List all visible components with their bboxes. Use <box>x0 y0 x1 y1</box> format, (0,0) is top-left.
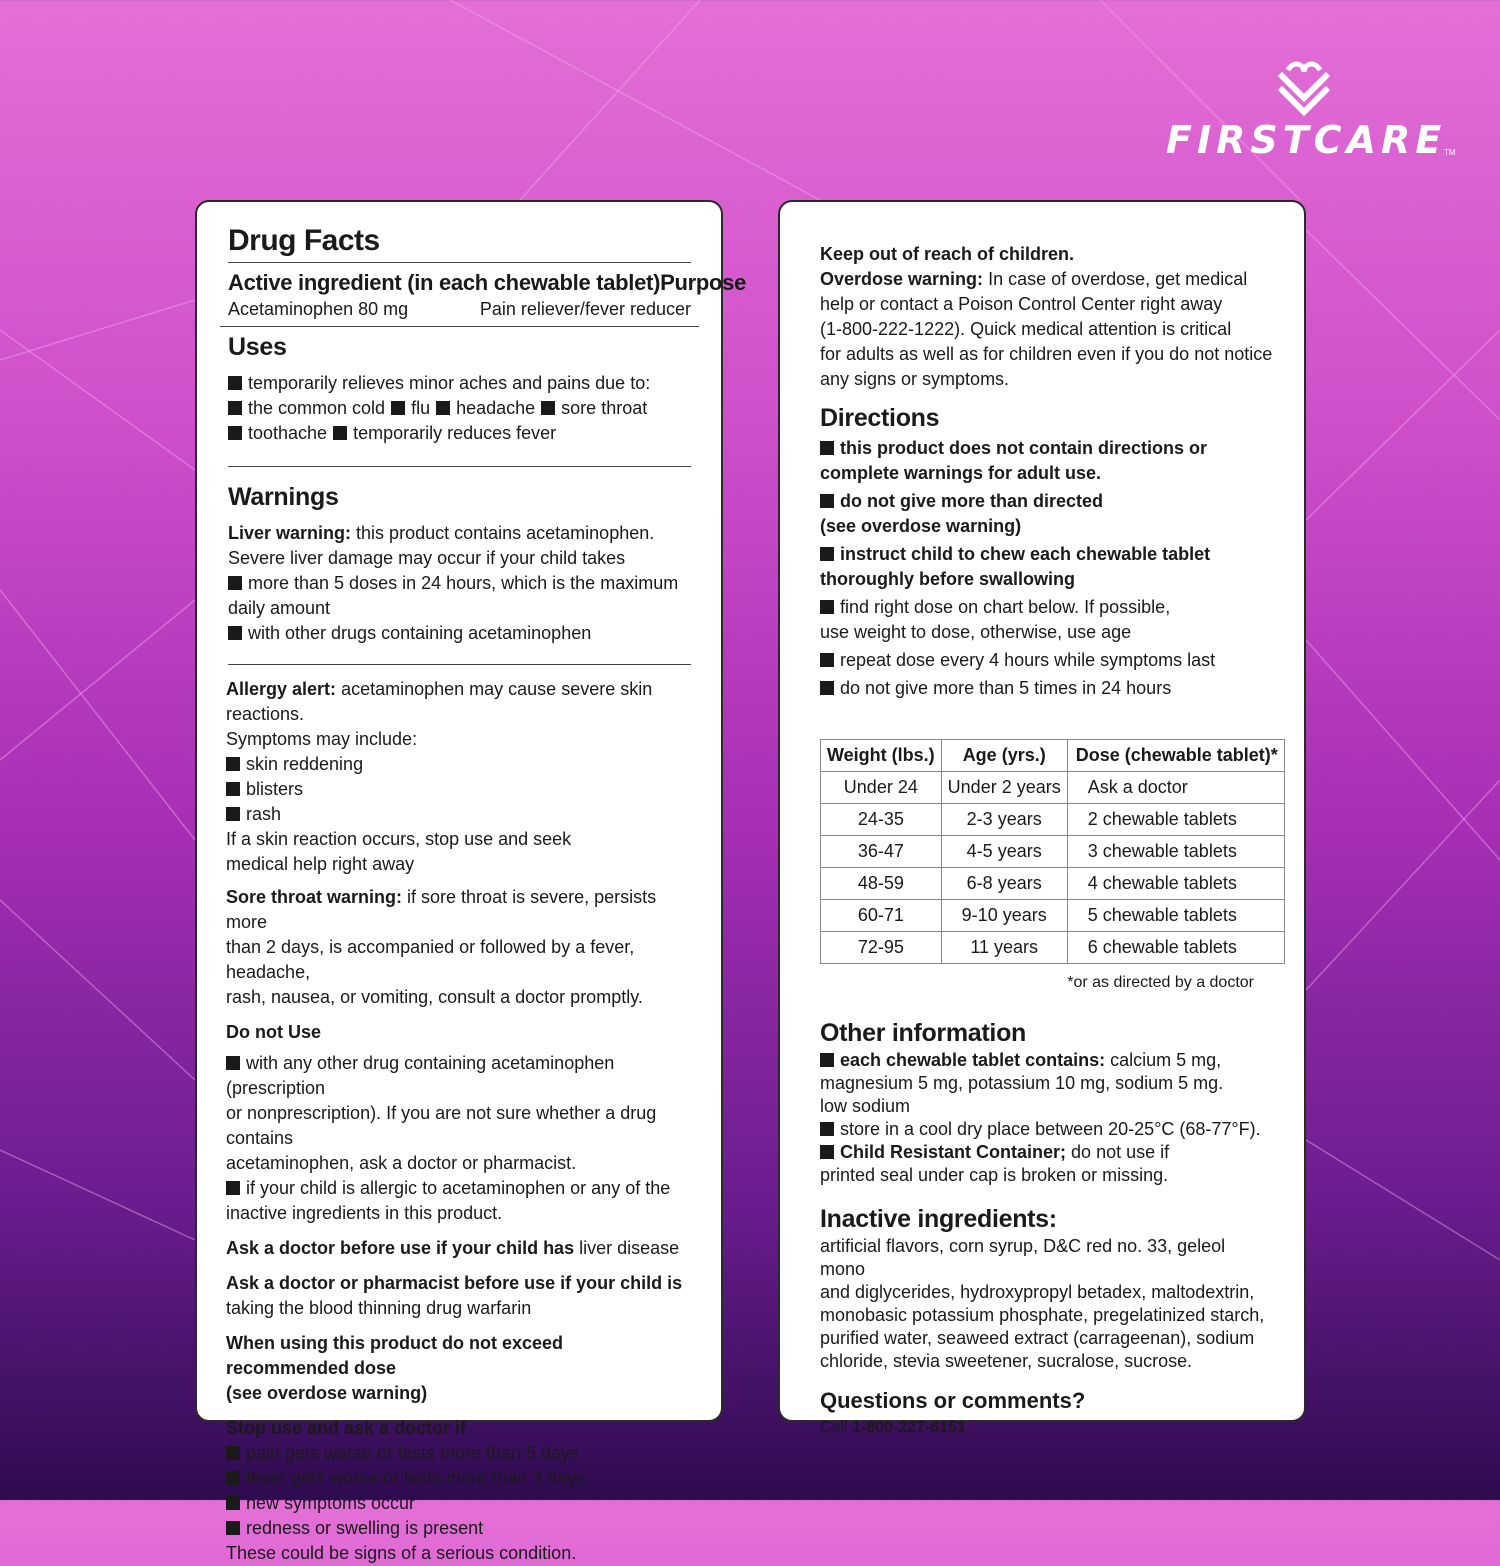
table-header-row <box>821 740 1285 772</box>
table-header: Dose (chewable tablet)* <box>1067 740 1284 772</box>
do-not-use-list: with any other drug containing acetaminophen (prescription or nonprescription). If you are not sure whether a drug contains acetaminophen, ask a doctor or pharmacist. if your child is allergic to acetaminophen or any of the inactive ingredients in this product. <box>226 1051 691 1226</box>
table-row: Under 24 Under 2 years Ask a doctor <box>821 772 1285 804</box>
ask-pharmacist: Ask a doctor or pharmacist before use if your child is taking the blood thinning drug warfarin <box>226 1273 683 1318</box>
stop-use: Stop use and ask a doctor if pain gets worse or lasts more than 5 days fever gets worse or lasts more than 3 days new symptoms occur redness or swelling is present These could be signs of a serious condition. <box>226 1416 691 1566</box>
inactive-ingredients-heading: Inactive ingredients: <box>820 1205 1057 1233</box>
table-header: Age (yrs.) <box>941 740 1067 772</box>
uses-item: the common cold flu headache sore throat <box>228 396 691 421</box>
table-row: 48-59 6-8 years 4 chewable tablets <box>821 868 1285 900</box>
active-ingredient-heading: Active ingredient (in each chewable tablet) <box>228 270 661 295</box>
other-information-list: each chewable tablet contains: calcium 5 mg, magnesium 5 mg, potassium 10 mg, sodium 5 mg. low sodium store in a cool dry place between 20-25°C (68-77°F). Child Resistant Container; do not use if printed seal under cap is broken or missing. <box>820 1049 1274 1187</box>
directions-list: this product does not contain directions or complete warnings for adult use. do not give more than directed (see overdose warning) instruct child to chew each chewable tablet thoroughly before swallowing find right dose on chart below. If possible, use weight to dose, otherwise, use age repeat dose every 4 hours while symptoms last do not give more than 5 times in 24 hours <box>820 436 1274 701</box>
uses-item: temporarily relieves minor aches and pains due to: <box>228 371 691 396</box>
table-row: 72-95 11 years 6 chewable tablets <box>821 932 1285 964</box>
overdose-warning: Overdose warning: In case of overdose, get medical help or contact a Poison Control Center right away (1-800-222-1222). Quick medical attention is critical for adults as well as for children even if you do not notice any signs or symptoms. <box>820 269 1273 389</box>
directions-heading: Directions <box>820 404 940 432</box>
divider <box>220 326 699 327</box>
ask-doctor: Ask a doctor before use if your child has liver disease <box>226 1238 680 1258</box>
table-row: 60-71 9-10 years 5 chewable tablets <box>821 900 1285 932</box>
questions-contact: Call 1-800-227-6151 <box>820 1419 966 1436</box>
table-header: Weight (lbs.) <box>821 740 942 772</box>
other-information-heading: Other information <box>820 1019 1027 1047</box>
table-footnote: *or as directed by a doctor <box>1067 974 1254 991</box>
questions-heading: Questions or comments? <box>820 1388 1086 1413</box>
liver-warning: Liver warning: this product contains acetaminophen. Severe liver damage may occur if your child takes more than 5 doses in 24 hours, which is the maximum daily amount with other drugs containing acetaminophen <box>228 521 691 646</box>
when-using: When using this product do not exceed recommended dose (see overdose warning) <box>226 1333 564 1403</box>
dosage-table <box>820 739 1285 964</box>
heart-chevron-icon <box>1274 62 1334 114</box>
table-row: 36-47 4-5 years 3 chewable tablets <box>821 836 1285 868</box>
phone-number[interactable]: 1-800-227-6151 <box>852 1419 966 1436</box>
inactive-ingredients-text: artificial flavors, corn syrup, D&C red no. 33, geleol mono and diglycerides, hydroxypropyl betadex, maltodextrin, monobasic potassium phosphate, pregelatinized starch, purified water, seaweed extract (carrageenan), sodium chloride, stevia sweetener, sucralose, sucrose. <box>820 1236 1265 1371</box>
allergy-alert: Allergy alert: acetaminophen may cause severe skin reactions. Symptoms may include: skin reddening blisters rash If a skin reaction occurs, stop use and seek medical help right away <box>226 677 691 877</box>
brand-trademark: TM <box>1444 148 1456 157</box>
purpose-heading: Purpose <box>660 270 747 295</box>
drug-facts-panel-right <box>778 200 1306 1436</box>
brand-logo <box>1150 62 1470 172</box>
divider <box>228 466 691 467</box>
uses-heading: Uses <box>228 333 287 361</box>
drug-facts-panel-left <box>195 200 747 1563</box>
keep-out-warning: Keep out of reach of children. <box>820 244 1075 264</box>
active-ingredient-row <box>228 297 691 322</box>
divider <box>228 262 691 263</box>
brand-name: FIRSTCARE <box>1166 118 1447 162</box>
drug-facts-title: Drug Facts <box>228 224 380 257</box>
uses-item: toothache temporarily reduces fever <box>228 421 691 446</box>
warnings-heading: Warnings <box>228 483 339 511</box>
table-row: 24-35 2-3 years 2 chewable tablets <box>821 804 1285 836</box>
uses-list <box>228 371 691 446</box>
ingredient-purpose: Pain reliever/fever reducer <box>479 299 691 319</box>
ingredient-name: Acetaminophen 80 mg <box>228 299 409 319</box>
sore-throat-warning: Sore throat warning: if sore throat is severe, persists more than 2 days, is accompanied or followed by a fever, headache, rash, nausea, or vomiting, consult a doctor promptly. <box>226 887 657 1007</box>
active-ingredient-header <box>228 269 747 297</box>
divider <box>228 664 691 665</box>
do-not-use-heading: Do not Use <box>226 1022 322 1042</box>
